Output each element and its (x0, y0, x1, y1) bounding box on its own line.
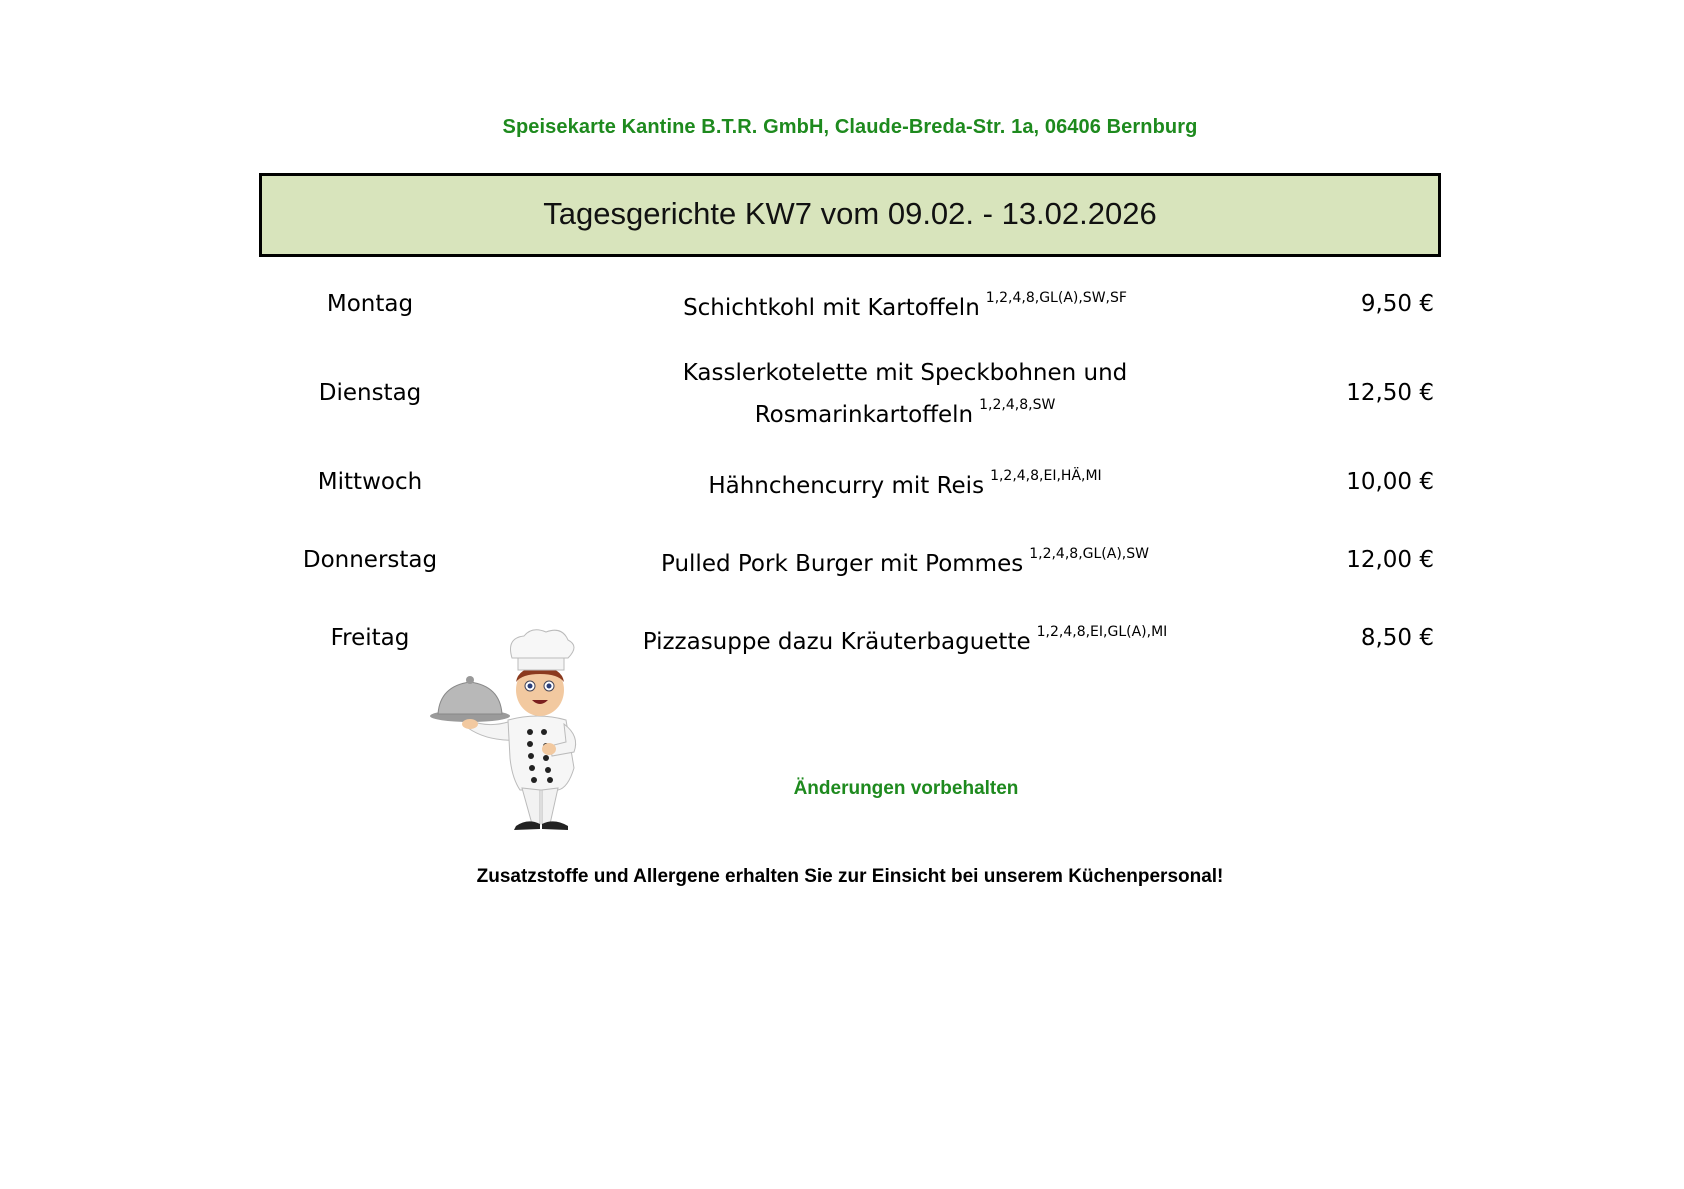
dish-dienstag (555, 352, 1255, 439)
dish-montag (555, 287, 1255, 332)
changes-reserved-note: Änderungen vorbehalten (793, 778, 1019, 799)
allergen-codes: 1,2,4,8,GL(A),SW (1029, 546, 1149, 562)
dish-donnerstag (555, 543, 1255, 588)
day-label-dienstag: Dienstag (318, 380, 422, 406)
price-freitag: 8,50 € (1360, 625, 1434, 651)
allergen-codes: 1,2,4,8,EI,GL(A),MI (1036, 624, 1168, 640)
price-dienstag: 12,50 € (1346, 380, 1434, 406)
price-donnerstag: 12,00 € (1346, 547, 1434, 573)
week-title: Tagesgerichte KW7 vom 09.02. - 13.02.2026 (543, 196, 1157, 231)
dish-name: Hähnchencurry mit Reis (708, 473, 985, 499)
allergen-codes: 1,2,4,8,GL(A),SW,SF (985, 290, 1127, 306)
allergen-info-note: Zusatzstoffe und Allergene erhalten Sie zur Einsicht bei unserem Küchenpersonal! (476, 866, 1224, 887)
dish-name-line-1: Kasslerkotelette mit Speckbohnen und (682, 360, 1128, 386)
price-mittwoch: 10,00 € (1346, 469, 1434, 495)
dish-name: Pulled Pork Burger mit Pommes (661, 551, 1024, 577)
dish-name: Pizzasuppe dazu Kräuterbaguette (642, 629, 1031, 655)
dish-freitag (555, 621, 1255, 666)
allergen-codes: 1,2,4,8,EI,HÄ,MI (990, 468, 1102, 484)
day-label-montag: Montag (326, 291, 414, 317)
dish-name-line-2: Rosmarinkartoffeln (754, 402, 974, 428)
chef-with-cloche-icon (428, 628, 608, 833)
allergen-codes: 1,2,4,8,SW (979, 397, 1056, 413)
day-label-mittwoch: Mittwoch (317, 469, 423, 495)
title-box (259, 173, 1441, 257)
day-label-donnerstag: Donnerstag (302, 547, 438, 573)
dish-mittwoch (555, 465, 1255, 510)
dish-name: Schichtkohl mit Kartoffeln (683, 295, 980, 321)
canteen-header: Speisekarte Kantine B.T.R. GmbH, Claude-Breda-Str. 1a, 06406 Bernburg (502, 116, 1198, 138)
price-montag: 9,50 € (1360, 291, 1434, 317)
day-label-freitag: Freitag (330, 625, 410, 651)
